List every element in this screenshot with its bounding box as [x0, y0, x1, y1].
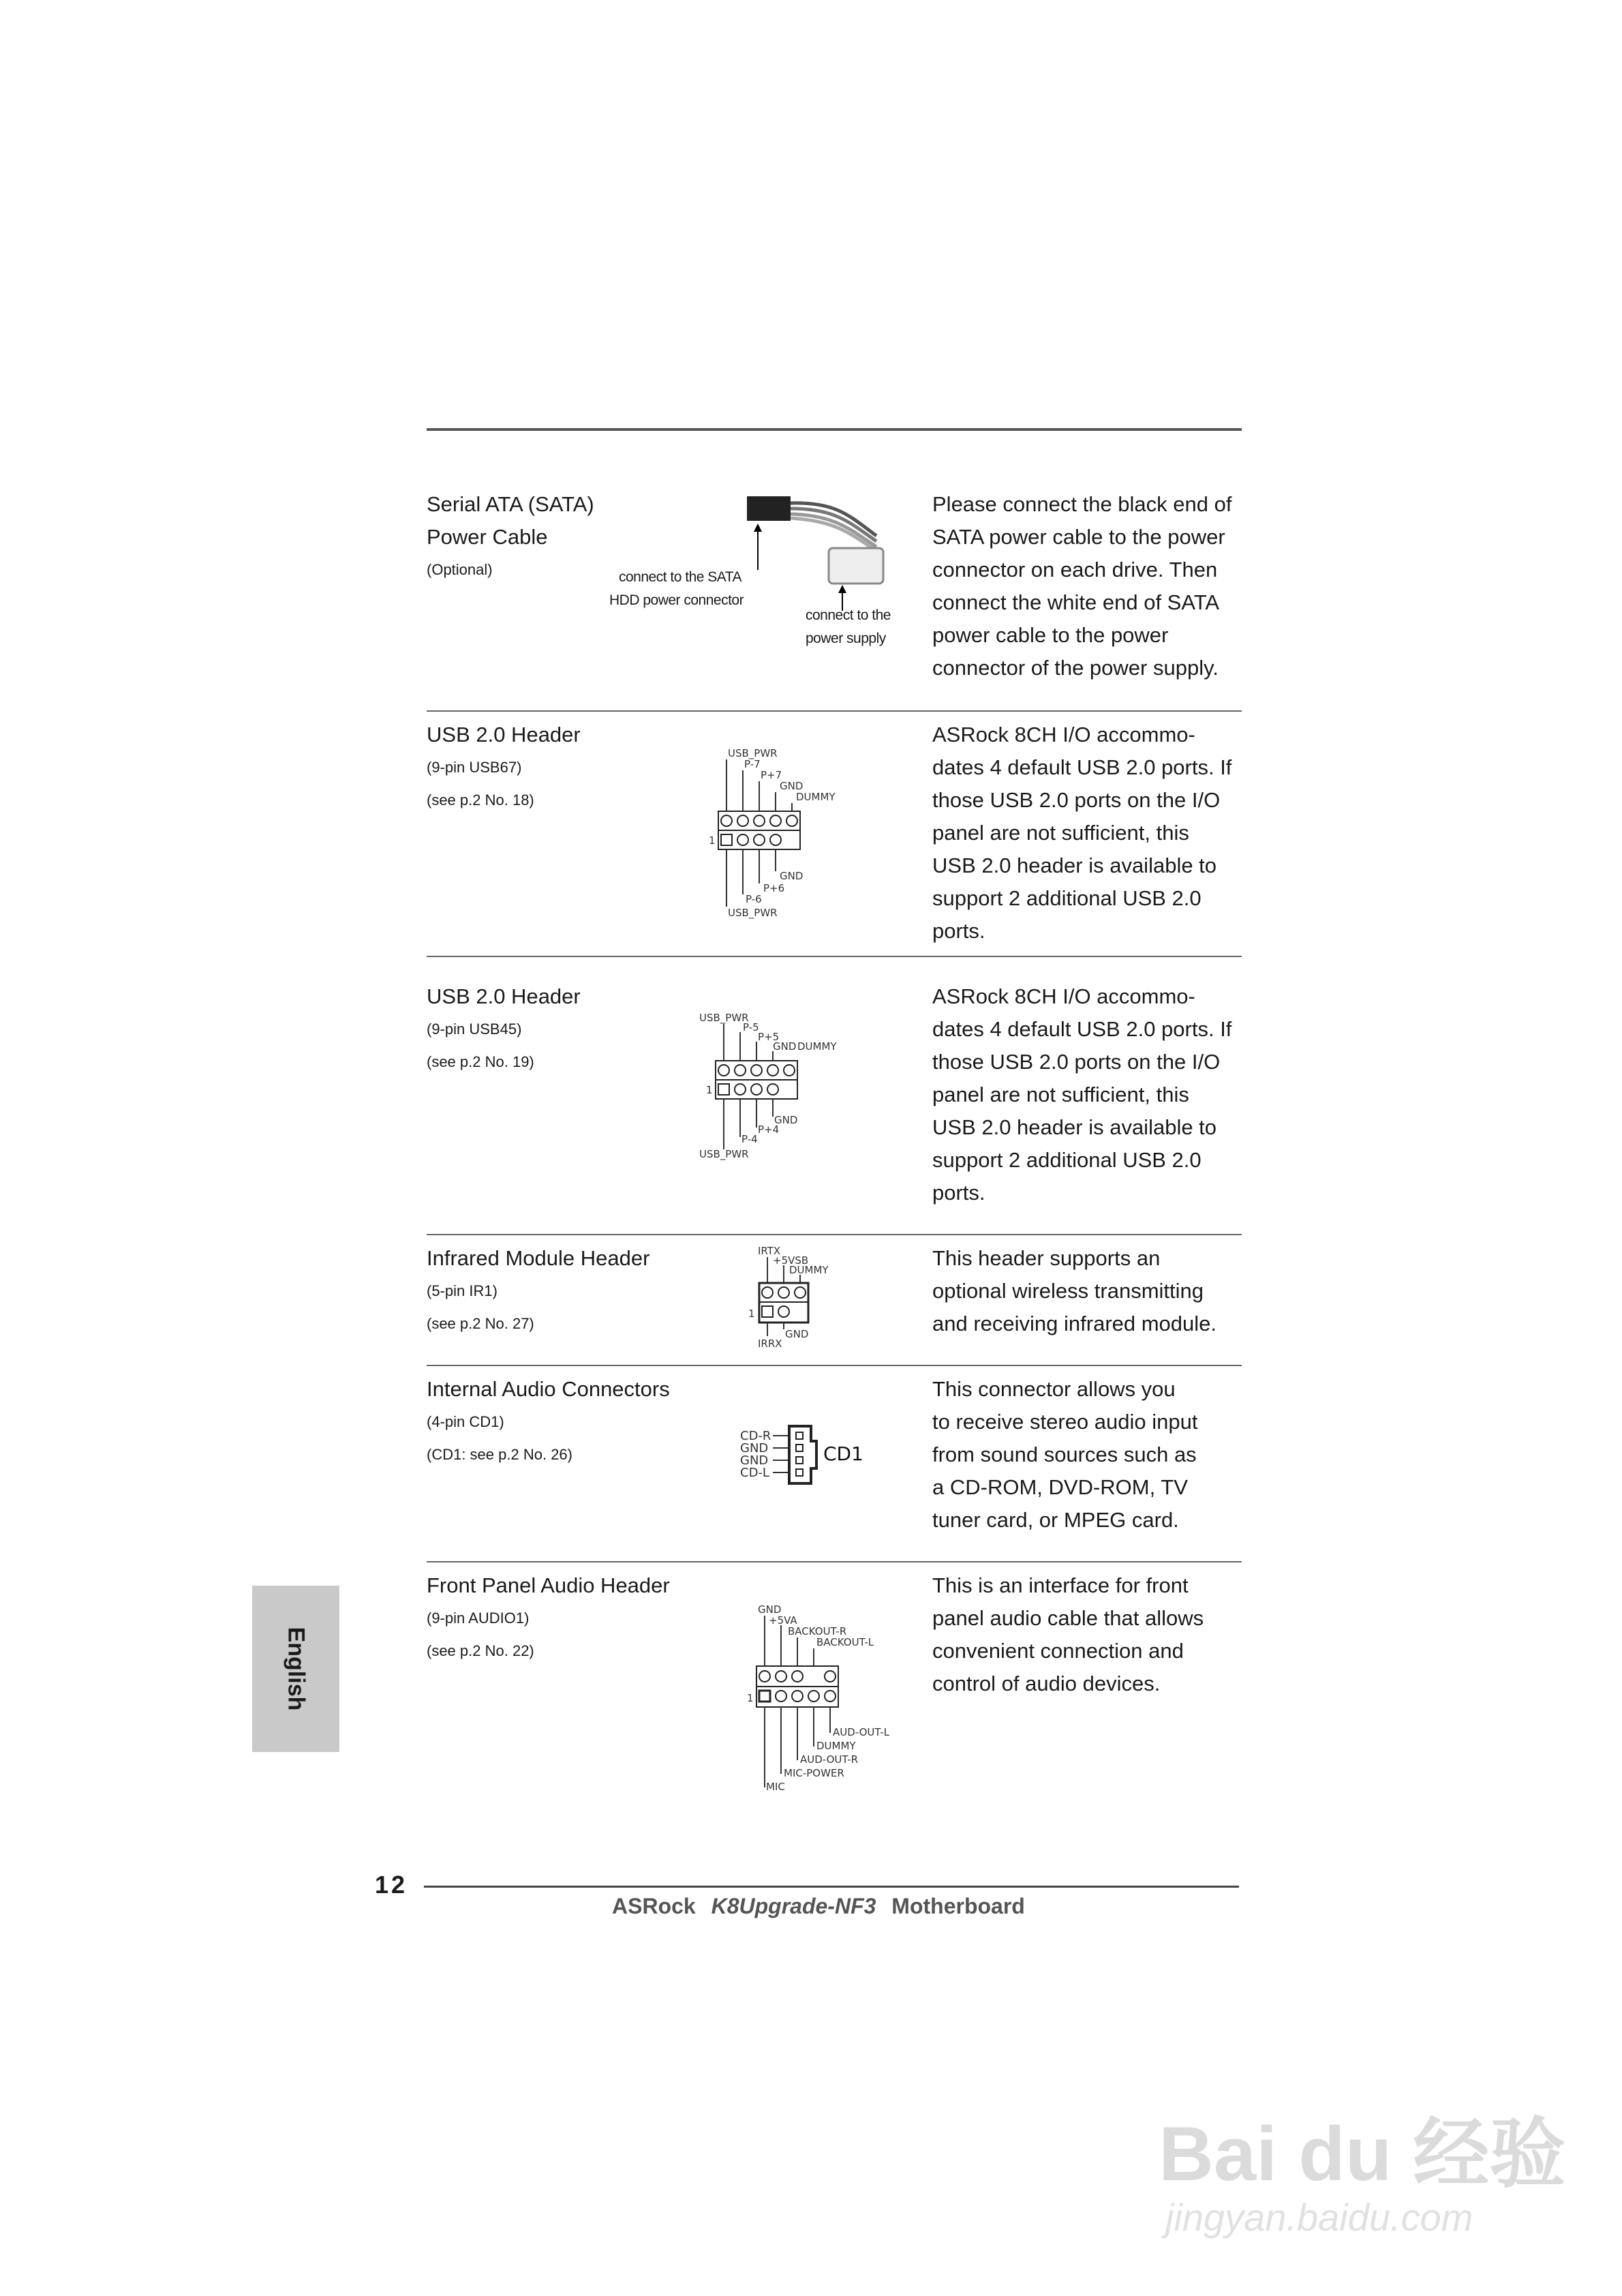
svg-text:P-5: P-5	[743, 1021, 759, 1033]
section-description: Please connect the black end of SATA power cable to the power connector on each drive. Then connect the white end of SATA power cable to the power connector of the power supply.	[932, 492, 1232, 680]
svg-text:+5VSB: +5VSB	[773, 1254, 809, 1267]
watermark-logo-text: Bai du 经验	[1159, 2111, 1566, 2196]
svg-text:P+6: P+6	[763, 882, 785, 894]
section-reference: (see p.2 No. 27)	[427, 1315, 534, 1332]
note-psu-line2: power supply	[806, 631, 886, 646]
svg-text:1: 1	[706, 1084, 713, 1096]
note-psu-line1: connect to the	[806, 607, 891, 623]
section-subtitle: (9-pin USB67)	[427, 759, 522, 776]
svg-text:GND: GND	[773, 1040, 797, 1053]
section-title: USB 2.0 Header	[427, 984, 581, 1008]
section-reference: (see p.2 No. 19)	[427, 1053, 534, 1070]
svg-text:DUMMY: DUMMY	[789, 1264, 829, 1276]
svg-text:CD1: CD1	[823, 1442, 863, 1465]
footer-title	[612, 1894, 1025, 1919]
svg-text:1: 1	[748, 1308, 755, 1320]
page-number: 12	[375, 1871, 408, 1899]
svg-text:AUD-OUT-R: AUD-OUT-R	[800, 1753, 859, 1766]
section-front-panel-audio	[427, 1569, 1242, 1815]
svg-text:CD-L: CD-L	[740, 1466, 769, 1480]
footer-model: K8Upgrade-NF3	[711, 1894, 876, 1918]
sata-black-connector	[747, 496, 791, 521]
top-rule	[427, 428, 1242, 431]
svg-text:IRRX: IRRX	[758, 1338, 782, 1350]
section-title: Internal Audio Connectors	[427, 1377, 670, 1401]
section-subtitle: (9-pin AUDIO1)	[427, 1610, 530, 1627]
section-subtitle: (4-pin CD1)	[427, 1413, 504, 1430]
section-description: This header supports an optional wireless transmitting and receiving infrared module.	[932, 1246, 1217, 1335]
svg-text:BACKOUT-L: BACKOUT-L	[816, 1636, 874, 1648]
note-hdd-line1: connect to the SATA	[619, 569, 741, 585]
section-subtitle: (Optional)	[427, 561, 493, 578]
language-side-tab	[252, 1586, 339, 1752]
svg-text:P+7: P+7	[761, 769, 782, 781]
svg-text:P+5: P+5	[758, 1031, 780, 1043]
section-divider	[427, 1561, 1242, 1562]
section-internal-audio	[427, 1373, 1242, 1550]
section-infrared-header	[427, 1242, 1242, 1351]
section-usb45-header	[427, 980, 1242, 1212]
footer-rule	[424, 1886, 1239, 1888]
svg-text:MIC-POWER: MIC-POWER	[784, 1767, 844, 1779]
svg-text:1: 1	[709, 834, 716, 847]
footer-brand: ASRock	[612, 1894, 696, 1918]
svg-text:P-4: P-4	[741, 1133, 758, 1145]
svg-text:GND: GND	[758, 1603, 782, 1616]
svg-text:GND: GND	[774, 1114, 798, 1126]
watermark-url: jingyan.baidu.com	[1165, 2196, 1473, 2239]
language-label: English	[283, 1627, 309, 1711]
section-title: Serial ATA (SATA)	[427, 492, 594, 516]
molex-white-connector	[829, 548, 883, 584]
section-subtitle: (5-pin IR1)	[427, 1282, 498, 1299]
section-subtitle: (9-pin USB45)	[427, 1021, 522, 1038]
svg-text:DUMMY: DUMMY	[797, 1040, 837, 1053]
svg-text:CD-R: CD-R	[740, 1429, 771, 1443]
audio1-pin-diagram	[733, 1603, 938, 1808]
svg-text:AUD-OUT-L: AUD-OUT-L	[833, 1726, 889, 1738]
section-title: USB 2.0 Header	[427, 723, 581, 746]
svg-text:USB_PWR: USB_PWR	[728, 747, 778, 759]
sata-cable-diagram	[733, 488, 924, 604]
svg-text:GND: GND	[785, 1328, 809, 1340]
svg-text:P-6: P-6	[746, 893, 762, 905]
svg-text:+5VA: +5VA	[769, 1614, 797, 1627]
section-usb67-header	[427, 719, 1242, 950]
section-divider	[427, 1365, 1242, 1366]
section-description: ASRock 8CH I/O accommo- dates 4 default USB 2.0 ports. If those USB 2.0 ports on the I/O panel are not sufficient, this USB 2.0 header is available to support 2 additional USB 2.0 ports.	[932, 723, 1232, 943]
svg-text:USB_PWR: USB_PWR	[728, 907, 778, 919]
svg-text:DUMMY: DUMMY	[816, 1740, 856, 1752]
section-reference: (CD1: see p.2 No. 26)	[427, 1446, 572, 1463]
note-hdd-line2: HDD power connector	[609, 592, 744, 608]
cd1-connector-diagram	[740, 1423, 904, 1505]
svg-text:IRTX: IRTX	[758, 1245, 781, 1257]
usb67-pin-diagram	[699, 746, 904, 923]
svg-text:MIC: MIC	[766, 1781, 785, 1793]
footer-product: Motherboard	[891, 1894, 1025, 1918]
section-divider	[427, 1234, 1242, 1235]
usb45-pin-diagram	[699, 1010, 904, 1174]
svg-text:P-7: P-7	[744, 758, 761, 770]
section-description: This connector allows you to receive stereo audio input from sound sources such as a CD-ROM, DVD-ROM, TV tuner card, or MPEG card.	[932, 1377, 1198, 1532]
svg-text:DUMMY: DUMMY	[796, 791, 836, 803]
svg-text:GND: GND	[780, 870, 804, 882]
svg-text:GND: GND	[780, 780, 804, 792]
svg-text:USB_PWR: USB_PWR	[699, 1148, 749, 1160]
section-title-line2: Power Cable	[427, 525, 548, 549]
baidu-watermark	[1159, 2093, 1566, 2250]
svg-text:BACKOUT-R: BACKOUT-R	[788, 1625, 847, 1637]
ir-pin-diagram	[740, 1245, 876, 1361]
section-divider	[427, 710, 1242, 712]
section-description: ASRock 8CH I/O accommo- dates 4 default USB 2.0 ports. If those USB 2.0 ports on the I/O panel are not sufficient, this USB 2.0 header is available to support 2 additional USB 2.0 ports.	[932, 984, 1232, 1205]
svg-text:GND: GND	[740, 1453, 769, 1468]
svg-text:GND: GND	[740, 1441, 769, 1455]
section-reference: (see p.2 No. 18)	[427, 791, 534, 809]
svg-text:1: 1	[747, 1692, 754, 1704]
section-title: Infrared Module Header	[427, 1246, 650, 1270]
section-reference: (see p.2 No. 22)	[427, 1642, 534, 1659]
section-description: This is an interface for front panel audio cable that allows convenient connection and control of audio devices.	[932, 1573, 1204, 1695]
svg-text:USB_PWR: USB_PWR	[699, 1012, 749, 1024]
section-title: Front Panel Audio Header	[427, 1573, 670, 1597]
svg-text:P+4: P+4	[758, 1123, 780, 1136]
section-sata-power	[427, 488, 1242, 693]
section-divider	[427, 956, 1242, 957]
